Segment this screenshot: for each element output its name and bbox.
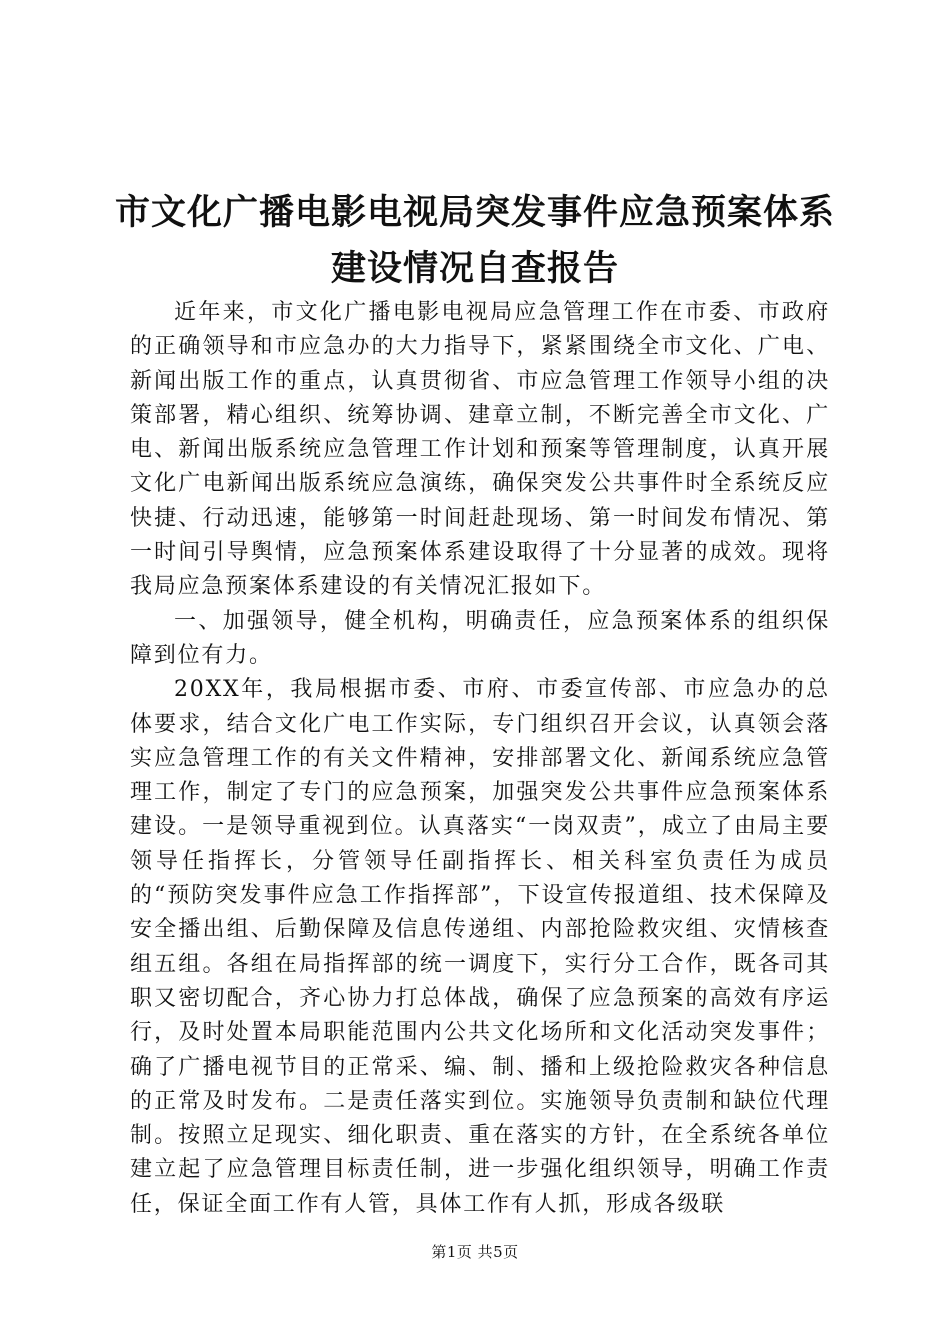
title-line-1: 市文化广播电影电视局突发事件应急预案体系: [114, 193, 835, 233]
paragraph-intro: 近年来，市文化广播电影电视局应急管理工作在市委、市政府的正确领导和市应急办的大力指导下，紧紧围绕全市文化、广电、新闻出版工作的重点，认真贯彻省、市应急管理工作领导小组的决策部署，精心组织、统筹协调、建章立制，不断完善全市文化、广电、新闻出版系统应急管理工作计划和预案等管理制度，认真开展文化广电新闻出版系统应急演练，确保突发公共事件时全系统反应快捷、行动迅速，能够第一时间赶赴现场、第一时间发布情况、第一时间引导舆情，应急预案体系建设取得了十分显著的成效。现将我局应急预案体系建设的有关情况汇报如下。: [130, 300, 830, 600]
paragraph-section-heading: 一、加强领导，健全机构，明确责任，应急预案体系的组织保障到位有力。: [130, 608, 830, 668]
document-title-continued: [100, 241, 850, 297]
page-number-footer: 第1页 共5页: [431, 1243, 519, 1261]
paragraph-section-body: 20XX年，我局根据市委、市府、市委宣传部、市应急办的总体要求，结合文化广电工作实际，专门组织召开会议，认真领会落实应急管理工作的有关文件精神，安排部署文化、新闻系统应急管理工作，制定了专门的应急预案，加强突发公共事件应急预案体系建设。一是领导重视到位。认真落实“一岗双责”，成立了由局主要领导任指挥长，分管领导任副指挥长、相关科室负责任为成员的“预防突发事件应急工作指挥部”，下设宣传报道组、技术保障及安全播出组、后勤保障及信息传递组、内部抢险救灾组、灾情核查组五组。各组在局指挥部的统一调度下，实行分工合作，既各司其职又密切配合，齐心协力打总体战，确保了应急预案的高效有序运行，及时处置本局职能范围内公共文化场所和文化活动突发事件；确了广播电视节目的正常采、编、制、播和上级抢险救灾各种信息的正常及时发布。二是责任落实到位。实施领导负责制和缺位代理制。按照立足现实、细化职责、重在落实的方针，在全系统各单位建立起了应急管理目标责任制，进一步强化组织领导，明确工作责任，保证全面工作有人管，具体工作有人抓，形成各级联: [130, 677, 830, 1217]
document-title: [100, 185, 850, 241]
title-line-2: 建设情况自查报告: [330, 249, 619, 289]
document-body: [130, 296, 830, 1222]
